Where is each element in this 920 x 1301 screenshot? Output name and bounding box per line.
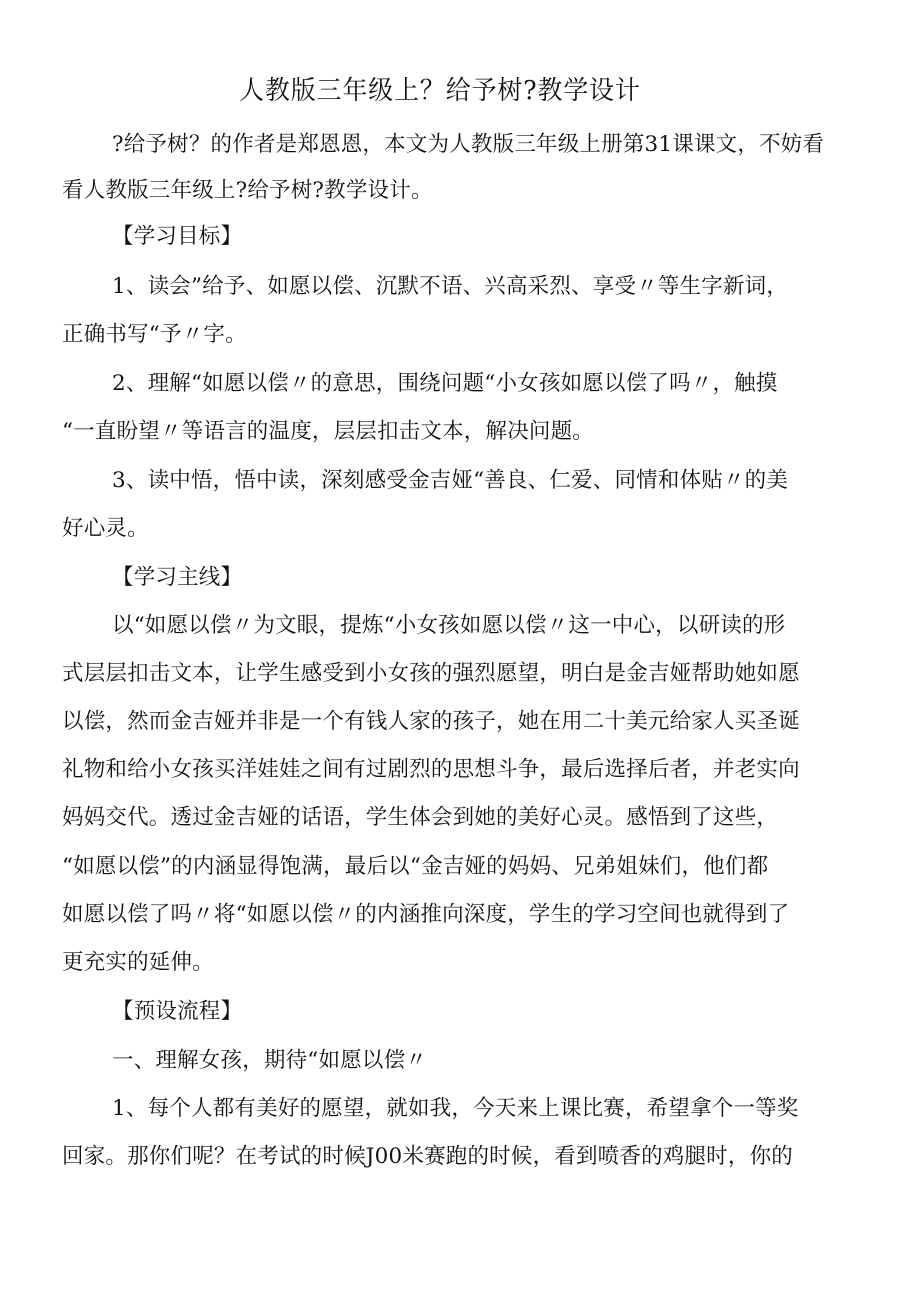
- section-heading-objectives: 【学习目标】: [112, 224, 243, 249]
- section-heading-mainline: 【学习主线】: [112, 565, 243, 590]
- process-line-1: 一、理解女孩，期待“如愿以偿〃: [112, 1048, 427, 1073]
- objective-line-4: “一直盼望〃等语言的温度，层层扣击文本，解决问题。: [62, 419, 594, 444]
- mainline-line-3: 以偿，然而金吉娅并非是一个有钱人家的孩子，她在用二十美元给家人买圣诞: [62, 709, 800, 734]
- section-heading-process: 【预设流程】: [112, 999, 243, 1024]
- document-title: 人教版三年级上？给予树?教学设计: [239, 76, 641, 106]
- objective-line-3: 2、理解“如愿以偿〃的意思，围绕问题“小女孩如愿以偿了吗〃，触摸: [112, 371, 778, 396]
- objective-line-1: 1、读会”给予、如愿以偿、沉默不语、兴高采烈、享受〃等生字新词，: [112, 274, 789, 299]
- mainline-line-6: “如愿以偿”的内涵显得饱满，最后以“金吉娅的妈妈、兄弟姐妹们，他们都: [62, 854, 769, 879]
- mainline-line-1: 以“如愿以偿〃为文眼，提炼“小女孩如愿以偿〃这一中心，以研读的形: [112, 613, 786, 638]
- objective-line-6: 好心灵。: [62, 516, 149, 541]
- mainline-line-4: 礼物和给小女孩买洋娃娃之间有过剧烈的思想斗争，最后选择后者，并老实向: [62, 757, 800, 782]
- mainline-line-7: 如愿以偿了吗〃将“如愿以偿〃的内涵推向深度，学生的学习空间也就得到了: [62, 902, 790, 927]
- objective-line-2: 正确书写“予〃字。: [62, 322, 247, 347]
- process-line-3: 回家。那你们呢？在考试的时候J00米赛跑的时候，看到喷香的鸡腿时，你的: [62, 1144, 793, 1169]
- objective-line-5: 3、读中悟，悟中读，深刻感受金吉娅“善良、仁爱、同情和体贴〃的美: [112, 468, 789, 493]
- intro-line-1: ?给予树？的作者是郑恩恩，本文为人教版三年级上册第31课课文，不妨看: [112, 132, 825, 157]
- process-line-2: 1、每个人都有美好的愿望，就如我，今天来上课比赛，希望拿个一等奖: [112, 1096, 799, 1121]
- mainline-line-2: 式层层扣击文本，让学生感受到小女孩的强烈愿望，明白是金吉娅帮助她如愿: [62, 661, 800, 686]
- intro-line-2: 看人教版三年级上?给予树?教学设计。: [62, 178, 433, 203]
- mainline-line-5: 妈妈交代。透过金吉娅的话语，学生体会到她的美好心灵。感悟到了这些，: [62, 805, 779, 830]
- mainline-line-8: 更充实的延伸。: [62, 950, 214, 975]
